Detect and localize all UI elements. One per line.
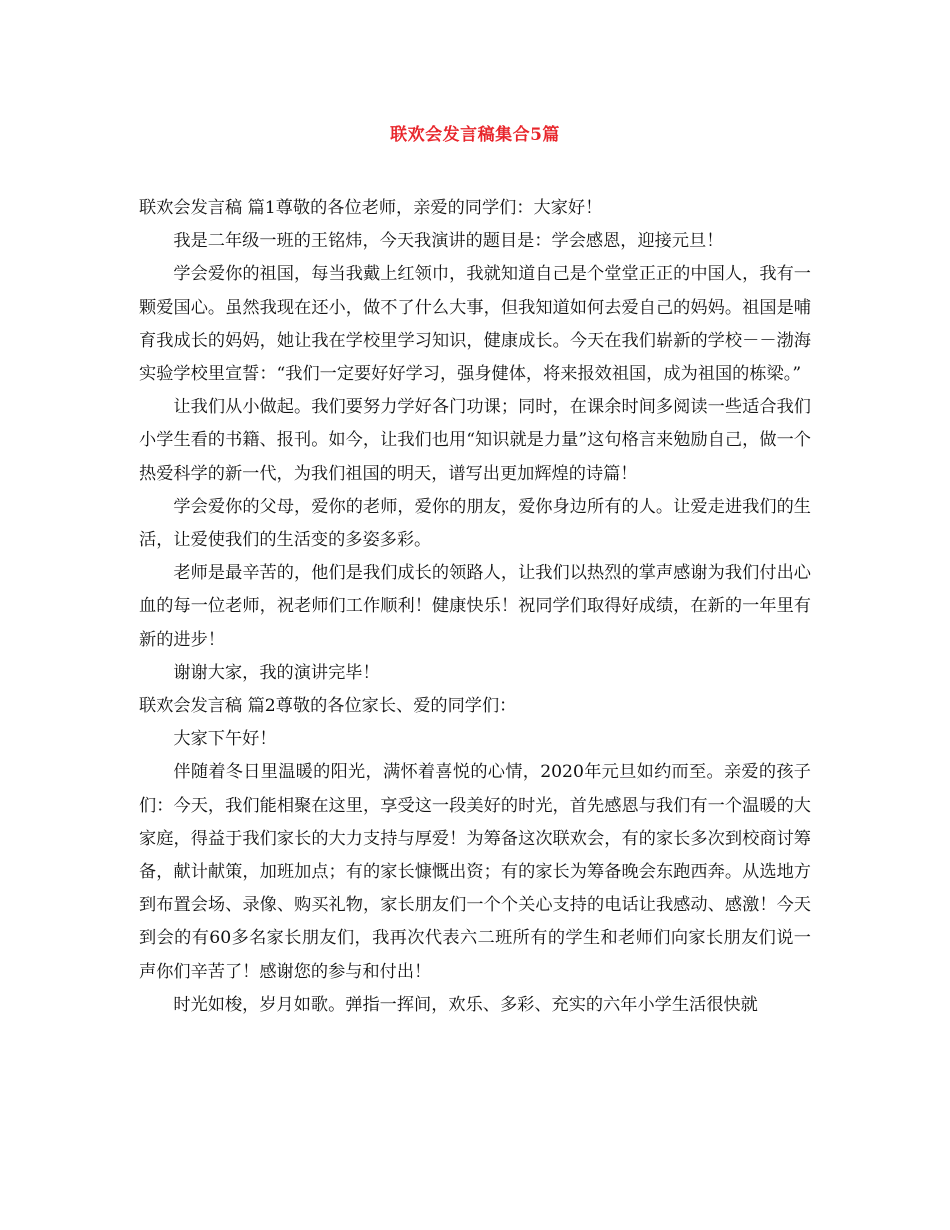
paragraph: 我是二年级一班的王铭炜，今天我演讲的题目是：学会感恩，迎接元旦！ bbox=[173, 231, 724, 252]
paragraph: 学会爱你的父母，爱你的老师，爱你的朋友，爱你身边所有的人。让爱走进我们的生活，让爱使我们的生活变的多姿多彩。 bbox=[139, 496, 811, 551]
paragraph: 谢谢大家，我的演讲完毕！ bbox=[173, 662, 380, 683]
document-body bbox=[139, 192, 811, 1022]
document-title: 联欢会发言稿集合5篇 bbox=[390, 125, 560, 145]
paragraph: 学会爱你的祖国，每当我戴上红领巾，我就知道自己是个堂堂正正的中国人，我有一颗爱国心。虽然我现在还小，做不了什么大事，但我知道如何去爱自己的妈妈。祖国是哺育我成长的妈妈，她让我在学校里学习知识，健康成长。今天在我们崭新的学校－－渤海实验学校里宣誓：“我们一定要好好学习，强身健体，将来报效祖国，成为祖国的栋梁。” bbox=[139, 264, 811, 385]
paragraph: 老师是最辛苦的，他们是我们成长的领路人，让我们以热烈的掌声感谢为我们付出心血的每一位老师，祝老师们工作顺利！健康快乐！祝同学们取得好成绩，在新的一年里有新的进步！ bbox=[139, 563, 811, 650]
paragraph: 联欢会发言稿 篇1尊敬的各位老师，亲爱的同学们：大家好！ bbox=[139, 198, 603, 218]
paragraph: 让我们从小做起。我们要努力学好各门功课；同时，在课余时间多阅读一些适合我们小学生看的书籍、报刊。如今，让我们也用“知识就是力量”这句格言来勉励自己，做一个热爱科学的新一代，为我们祖国的明天，谱写出更加辉煌的诗篇！ bbox=[139, 397, 811, 484]
paragraph: 伴随着冬日里温暖的阳光，满怀着喜悦的心情，2020年元旦如约而至。亲爱的孩子们：今天，我们能相聚在这里，享受这一段美好的时光，首先感恩与我们有一个温暖的大家庭，得益于我们家长的大力支持与厚爱！为筹备这次联欢会，有的家长多次到校商讨筹备，献计献策，加班加点；有的家长慷慨出资；有的家长为筹备晚会东跑西奔。从选地方到布置会场、录像、购买礼物，家长朋友们一个个关心支持的电话让我感动、感激！今天到会的有60多名家长朋友们，我再次代表六二班所有的学生和老师们向家长朋友们说一声你们辛苦了！感谢您的参与和付出！ bbox=[139, 762, 811, 982]
paragraph: 时光如梭，岁月如歌。弹指一挥间，欢乐、多彩、充实的六年小学生活很快就 bbox=[173, 994, 758, 1015]
paragraph: 联欢会发言稿 篇2尊敬的各位家长、爱的同学们： bbox=[139, 696, 517, 717]
paragraph: 大家下午好！ bbox=[173, 729, 277, 750]
